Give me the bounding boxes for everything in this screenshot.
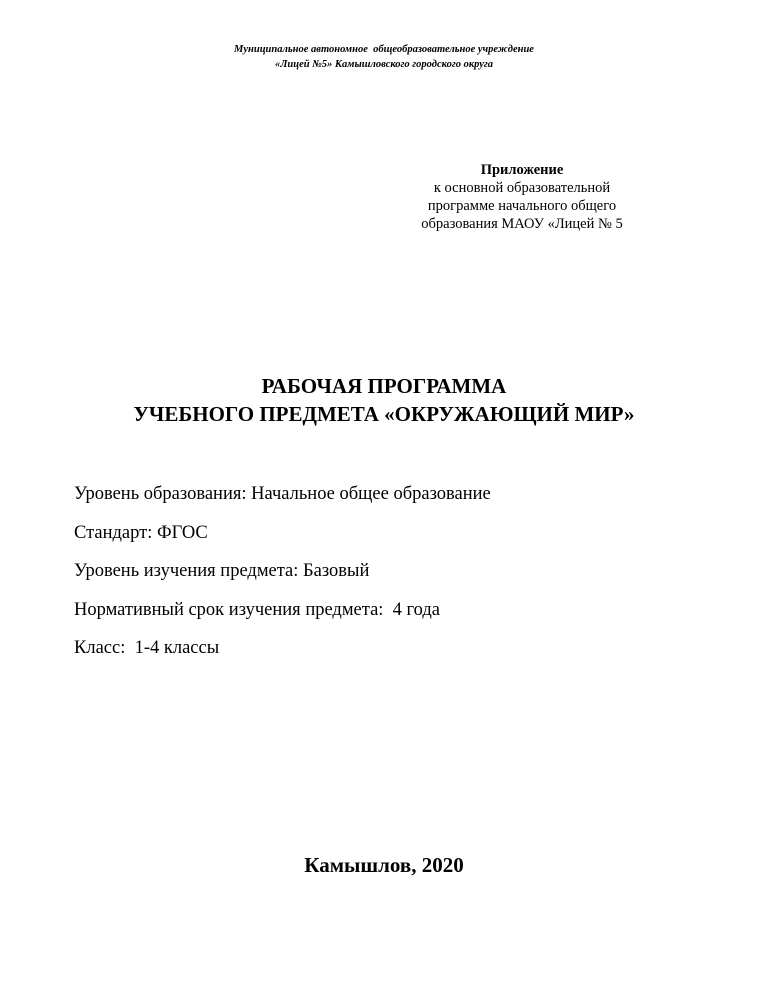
document-title-line1: РАБОЧАЯ ПРОГРАММА <box>261 374 507 398</box>
document-title <box>0 372 768 428</box>
program-info <box>74 480 714 673</box>
appendix-block <box>372 161 672 233</box>
study-level: Уровень изучения предмета: Базовый <box>74 561 370 581</box>
appendix-line2: программе начального общего <box>427 198 617 214</box>
institution-name-line2: «Лицей №5» Камышловского городского округа <box>274 59 494 70</box>
education-level: Уровень образования: Начальное общее образование <box>74 484 491 504</box>
appendix-title: Приложение <box>480 162 564 178</box>
city-year: Камышлов, 2020 <box>304 853 464 877</box>
study-duration: Нормативный срок изучения предмета: 4 года <box>74 599 441 620</box>
standard: Стандарт: ФГОС <box>74 522 208 543</box>
appendix-line3: образования МАОУ «Лицей № 5 <box>421 216 623 232</box>
appendix-line1: к основной образовательной <box>433 180 611 196</box>
institution-header <box>0 42 768 72</box>
institution-name-line1: Муниципальное автономное общеобразовательное учреждение <box>234 44 534 55</box>
grade: Класс: 1-4 классы <box>74 638 220 658</box>
document-title-line2: УЧЕБНОГО ПРЕДМЕТА «ОКРУЖАЮЩИЙ МИР» <box>133 402 635 426</box>
